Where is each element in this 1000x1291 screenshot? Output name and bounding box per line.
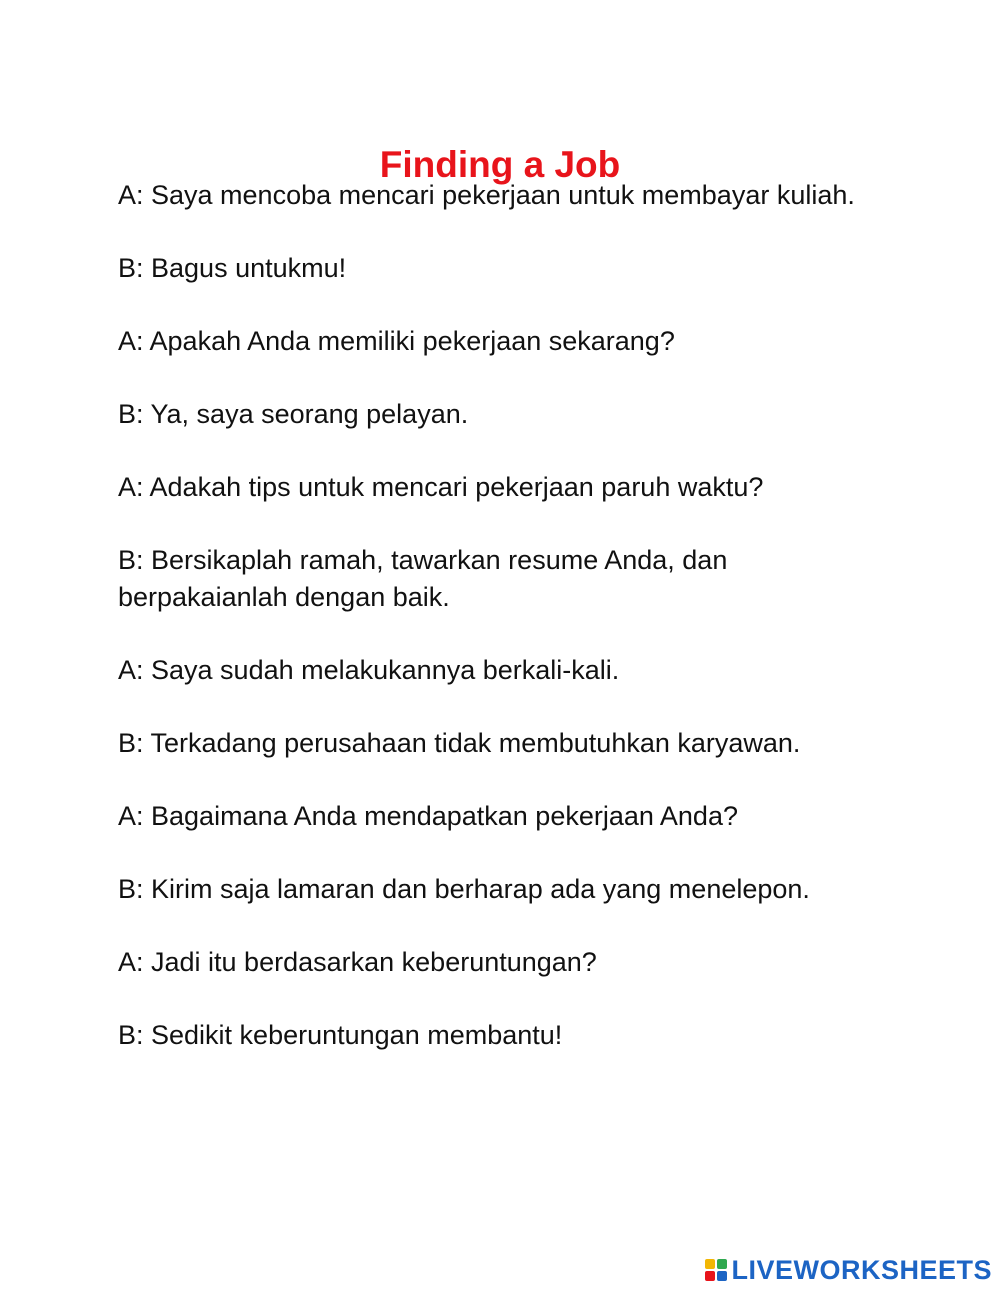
dialogue-line: B: Kirim saja lamaran dan berharap ada yang menelepon. <box>118 874 810 904</box>
dialogue-line: A: Saya mencoba mencari pekerjaan untuk membayar kuliah. <box>118 180 855 210</box>
dialogue-line: A: Apakah Anda memiliki pekerjaan sekarang? <box>118 326 675 356</box>
logo-blocks-icon <box>705 1259 727 1281</box>
dialogue-line: B: Sedikit keberuntungan membantu! <box>118 1020 563 1050</box>
logo-block <box>705 1259 715 1269</box>
dialogue-line: B: Bersikaplah ramah, tawarkan resume Anda, dan berpakaianlah dengan baik. <box>118 545 728 612</box>
logo-block <box>717 1271 727 1281</box>
dialogue-line: B: Terkadang perusahaan tidak membutuhkan karyawan. <box>118 728 801 758</box>
dialogue-line: B: Ya, saya seorang pelayan. <box>118 399 469 429</box>
dialogue-line: A: Saya sudah melakukannya berkali-kali. <box>118 655 620 685</box>
logo-text: LIVEWORKSHEETS <box>731 1254 992 1285</box>
logo-block <box>705 1271 715 1281</box>
dialogue-line: A: Bagaimana Anda mendapatkan pekerjaan Anda? <box>118 801 738 831</box>
dialogue-line: A: Jadi itu berdasarkan keberuntungan? <box>118 947 597 977</box>
dialogue <box>118 177 898 1090</box>
dialogue-line: B: Bagus untukmu! <box>118 253 347 283</box>
liveworksheets-logo <box>705 1255 992 1285</box>
logo-block <box>717 1259 727 1269</box>
page-title: Finding a Job <box>379 143 621 185</box>
dialogue-line: A: Adakah tips untuk mencari pekerjaan paruh waktu? <box>118 472 764 502</box>
